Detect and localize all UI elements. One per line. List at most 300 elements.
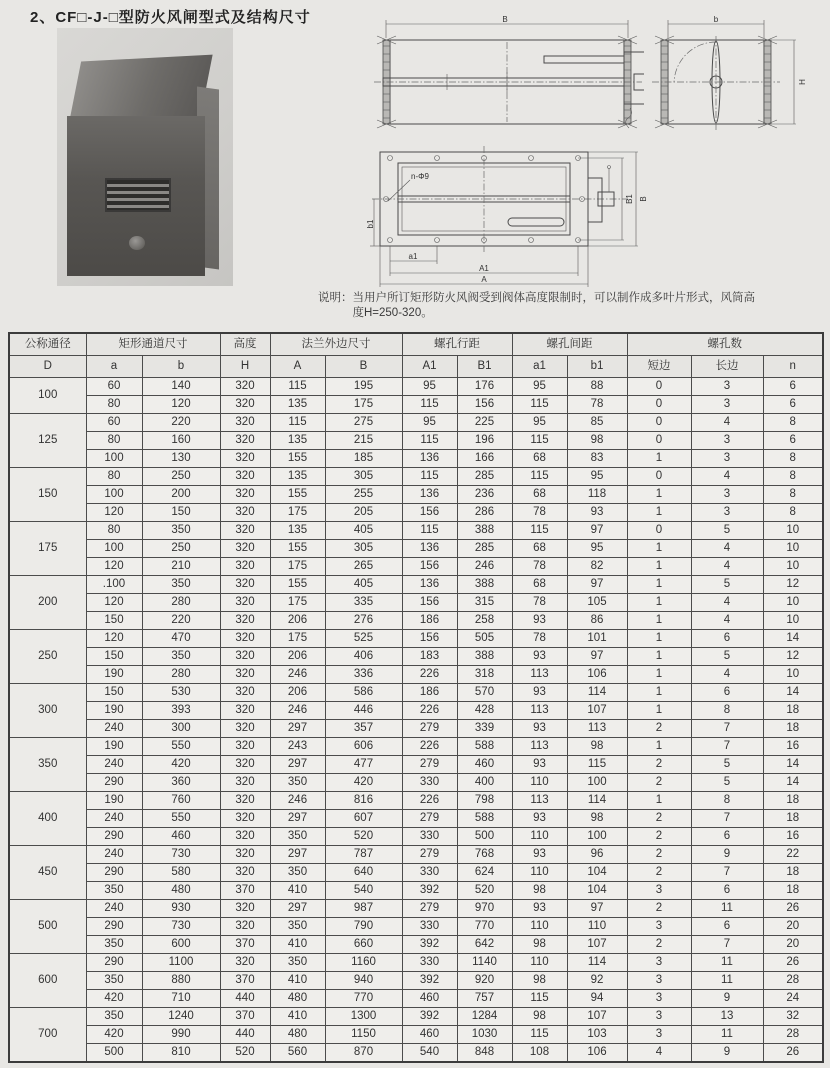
value-cell: 10 — [763, 666, 823, 684]
value-cell: 990 — [142, 1026, 220, 1044]
table-row — [9, 702, 823, 720]
value-cell: 114 — [567, 792, 627, 810]
value-cell: 98 — [512, 882, 567, 900]
value-cell: 80 — [86, 522, 142, 540]
value-cell: 115 — [512, 990, 567, 1008]
value-cell: 320 — [220, 504, 270, 522]
header-duct-group: 矩形通道尺寸 — [86, 333, 220, 356]
value-cell: 156 — [402, 594, 457, 612]
value-cell: 190 — [86, 702, 142, 720]
value-cell: 570 — [457, 684, 512, 702]
value-cell: 440 — [220, 990, 270, 1008]
value-cell: 410 — [270, 936, 325, 954]
value-cell: 320 — [220, 774, 270, 792]
value-cell: 320 — [220, 486, 270, 504]
value-cell: 600 — [142, 936, 220, 954]
value-cell: 0 — [627, 414, 691, 432]
value-cell: 240 — [86, 720, 142, 738]
diameter-cell: 200 — [9, 576, 86, 630]
value-cell: 320 — [220, 558, 270, 576]
value-cell: 2 — [627, 756, 691, 774]
value-cell: 243 — [270, 738, 325, 756]
value-cell: 1 — [627, 684, 691, 702]
value-cell: 156 — [402, 558, 457, 576]
table-row — [9, 990, 823, 1008]
value-cell: 7 — [691, 720, 763, 738]
value-cell: 186 — [402, 684, 457, 702]
value-cell: 525 — [325, 630, 402, 648]
value-cell: 320 — [220, 810, 270, 828]
value-cell: 330 — [402, 828, 457, 846]
value-cell: 420 — [325, 774, 402, 792]
value-cell: 205 — [325, 504, 402, 522]
value-cell: 330 — [402, 954, 457, 972]
product-photo — [57, 28, 233, 286]
value-cell: 350 — [270, 828, 325, 846]
value-cell: 155 — [270, 576, 325, 594]
value-cell: 500 — [457, 828, 512, 846]
value-cell: 848 — [457, 1044, 512, 1063]
header-holes-group: 螺孔数 — [627, 333, 823, 356]
value-cell: 130 — [142, 450, 220, 468]
note-label: 说明： — [318, 292, 353, 304]
value-cell: 11 — [691, 954, 763, 972]
table-row — [9, 684, 823, 702]
value-cell: 3 — [691, 396, 763, 414]
value-cell: 18 — [763, 792, 823, 810]
value-cell: 114 — [567, 684, 627, 702]
value-cell: 176 — [457, 378, 512, 396]
value-cell: 175 — [270, 504, 325, 522]
value-cell: 107 — [567, 936, 627, 954]
value-cell: 279 — [402, 756, 457, 774]
value-cell: 113 — [512, 738, 567, 756]
header-a: a — [86, 356, 142, 378]
value-cell: 816 — [325, 792, 402, 810]
value-cell: 297 — [270, 720, 325, 738]
value-cell: 350 — [270, 918, 325, 936]
value-cell: 428 — [457, 702, 512, 720]
diameter-cell: 500 — [9, 900, 86, 954]
value-cell: 520 — [325, 828, 402, 846]
value-cell: 320 — [220, 378, 270, 396]
table-row — [9, 720, 823, 738]
value-cell: 200 — [142, 486, 220, 504]
value-cell: 250 — [142, 540, 220, 558]
blade-swing-arc — [674, 42, 716, 82]
value-cell: 97 — [567, 576, 627, 594]
value-cell: 104 — [567, 882, 627, 900]
header-long-side: 长边 — [691, 356, 763, 378]
table-row — [9, 558, 823, 576]
value-cell: 60 — [86, 414, 142, 432]
value-cell: 6 — [763, 396, 823, 414]
value-cell: 787 — [325, 846, 402, 864]
value-cell: 280 — [142, 666, 220, 684]
value-cell: 460 — [142, 828, 220, 846]
value-cell: 94 — [567, 990, 627, 1008]
value-cell: 350 — [270, 774, 325, 792]
value-cell: 560 — [270, 1044, 325, 1063]
value-cell: 115 — [512, 396, 567, 414]
value-cell: 350 — [142, 648, 220, 666]
value-cell: 318 — [457, 666, 512, 684]
value-cell: 113 — [567, 720, 627, 738]
value-cell: 297 — [270, 756, 325, 774]
value-cell: 3 — [691, 378, 763, 396]
diameter-cell: 250 — [9, 630, 86, 684]
value-cell: 336 — [325, 666, 402, 684]
table-row — [9, 1026, 823, 1044]
value-cell: 115 — [402, 432, 457, 450]
value-cell: .100 — [86, 576, 142, 594]
value-cell: 1150 — [325, 1026, 402, 1044]
value-cell: 196 — [457, 432, 512, 450]
value-cell: 370 — [220, 882, 270, 900]
value-cell: 206 — [270, 684, 325, 702]
value-cell: 790 — [325, 918, 402, 936]
value-cell: 0 — [627, 432, 691, 450]
table-row — [9, 576, 823, 594]
value-cell: 10 — [763, 540, 823, 558]
value-cell: 275 — [325, 414, 402, 432]
note-body — [353, 291, 827, 321]
table-row — [9, 594, 823, 612]
value-cell: 330 — [402, 864, 457, 882]
value-cell: 9 — [691, 990, 763, 1008]
value-cell: 1 — [627, 648, 691, 666]
value-cell: 8 — [763, 486, 823, 504]
value-cell: 186 — [402, 612, 457, 630]
table-row — [9, 828, 823, 846]
value-cell: 14 — [763, 684, 823, 702]
value-cell: 6 — [763, 432, 823, 450]
value-cell: 297 — [270, 846, 325, 864]
table-row — [9, 792, 823, 810]
value-cell: 206 — [270, 648, 325, 666]
value-cell: 101 — [567, 630, 627, 648]
value-cell: 357 — [325, 720, 402, 738]
value-cell: 95 — [512, 378, 567, 396]
diameter-cell: 175 — [9, 522, 86, 576]
side-dim-top-label: b — [713, 15, 719, 24]
value-cell: 136 — [402, 486, 457, 504]
value-cell: 11 — [691, 972, 763, 990]
value-cell: 136 — [402, 450, 457, 468]
value-cell: 3 — [691, 504, 763, 522]
value-cell: 3 — [627, 918, 691, 936]
header-h: H — [220, 356, 270, 378]
value-cell: 880 — [142, 972, 220, 990]
table-row — [9, 378, 823, 396]
value-cell: 2 — [627, 720, 691, 738]
value-cell: 505 — [457, 630, 512, 648]
value-cell: 10 — [763, 558, 823, 576]
value-cell: 20 — [763, 936, 823, 954]
value-cell: 12 — [763, 648, 823, 666]
value-cell: 405 — [325, 522, 402, 540]
value-cell: 26 — [763, 954, 823, 972]
value-cell: 3 — [627, 990, 691, 1008]
value-cell: 1 — [627, 594, 691, 612]
table-row — [9, 756, 823, 774]
value-cell: 392 — [402, 882, 457, 900]
value-cell: 120 — [86, 594, 142, 612]
value-cell: 4 — [691, 540, 763, 558]
value-cell: 18 — [763, 864, 823, 882]
value-cell: 8 — [763, 504, 823, 522]
value-cell: 18 — [763, 810, 823, 828]
value-cell: 1 — [627, 666, 691, 684]
diameter-cell: 150 — [9, 468, 86, 522]
value-cell: 190 — [86, 738, 142, 756]
header-A: A — [270, 356, 325, 378]
value-cell: 300 — [142, 720, 220, 738]
value-cell: 160 — [142, 432, 220, 450]
value-cell: 80 — [86, 396, 142, 414]
value-cell: 220 — [142, 414, 220, 432]
value-cell: 4 — [691, 468, 763, 486]
value-cell: 1 — [627, 612, 691, 630]
value-cell: 3 — [691, 486, 763, 504]
value-cell: 265 — [325, 558, 402, 576]
table-row — [9, 864, 823, 882]
value-cell: 156 — [402, 504, 457, 522]
value-cell: 530 — [142, 684, 220, 702]
value-cell: 290 — [86, 864, 142, 882]
value-cell: 136 — [402, 576, 457, 594]
photo-louver-grille — [105, 178, 171, 212]
value-cell: 110 — [512, 954, 567, 972]
value-cell: 0 — [627, 378, 691, 396]
value-cell: 1 — [627, 558, 691, 576]
value-cell: 6 — [691, 918, 763, 936]
value-cell: 350 — [86, 936, 142, 954]
diameter-cell: 700 — [9, 1008, 86, 1063]
value-cell: 93 — [512, 846, 567, 864]
value-cell: 4 — [691, 612, 763, 630]
value-cell: 100 — [567, 828, 627, 846]
value-cell: 78 — [512, 594, 567, 612]
value-cell: 870 — [325, 1044, 402, 1063]
header-b: b — [142, 356, 220, 378]
value-cell: 520 — [220, 1044, 270, 1063]
value-cell: 4 — [691, 558, 763, 576]
value-cell: 5 — [691, 576, 763, 594]
value-cell: 470 — [142, 630, 220, 648]
value-cell: 226 — [402, 666, 457, 684]
value-cell: 110 — [512, 918, 567, 936]
value-cell: 320 — [220, 540, 270, 558]
value-cell: 78 — [512, 558, 567, 576]
value-cell: 320 — [220, 792, 270, 810]
value-cell: 60 — [86, 378, 142, 396]
value-cell: 135 — [270, 522, 325, 540]
plan-dim-a1-label: a1 — [408, 252, 418, 261]
value-cell: 5 — [691, 756, 763, 774]
value-cell: 320 — [220, 954, 270, 972]
value-cell: 255 — [325, 486, 402, 504]
value-cell: 768 — [457, 846, 512, 864]
value-cell: 97 — [567, 648, 627, 666]
value-cell: 98 — [567, 738, 627, 756]
photo-handle-knob — [129, 236, 145, 250]
value-cell: 2 — [627, 810, 691, 828]
header-short-side: 短边 — [627, 356, 691, 378]
value-cell: 410 — [270, 972, 325, 990]
value-cell: 115 — [402, 396, 457, 414]
value-cell: 12 — [763, 576, 823, 594]
value-cell: 3 — [691, 432, 763, 450]
header-height-group: 高度 — [220, 333, 270, 356]
value-cell: 226 — [402, 792, 457, 810]
value-cell: 350 — [142, 576, 220, 594]
value-cell: 279 — [402, 846, 457, 864]
table-row — [9, 414, 823, 432]
table-row — [9, 540, 823, 558]
value-cell: 500 — [86, 1044, 142, 1063]
value-cell: 2 — [627, 846, 691, 864]
header-a1: a1 — [512, 356, 567, 378]
value-cell: 166 — [457, 450, 512, 468]
value-cell: 16 — [763, 828, 823, 846]
value-cell: 2 — [627, 936, 691, 954]
diameter-cell: 300 — [9, 684, 86, 738]
side-view-drawing — [646, 12, 810, 142]
value-cell: 477 — [325, 756, 402, 774]
value-cell: 285 — [457, 468, 512, 486]
value-cell: 588 — [457, 738, 512, 756]
value-cell: 93 — [512, 756, 567, 774]
value-cell: 175 — [325, 396, 402, 414]
value-cell: 7 — [691, 936, 763, 954]
diameter-cell: 350 — [9, 738, 86, 792]
value-cell: 642 — [457, 936, 512, 954]
value-cell: 95 — [402, 414, 457, 432]
value-cell: 115 — [270, 414, 325, 432]
value-cell: 290 — [86, 774, 142, 792]
value-cell: 93 — [512, 720, 567, 738]
value-cell: 320 — [220, 432, 270, 450]
value-cell: 68 — [512, 486, 567, 504]
value-cell: 350 — [86, 1008, 142, 1026]
value-cell: 320 — [220, 450, 270, 468]
value-cell: 106 — [567, 1044, 627, 1063]
value-cell: 1140 — [457, 954, 512, 972]
value-cell: 26 — [763, 900, 823, 918]
plan-dim-A1-label: A1 — [479, 264, 489, 273]
value-cell: 624 — [457, 864, 512, 882]
value-cell: 10 — [763, 594, 823, 612]
value-cell: 220 — [142, 612, 220, 630]
value-cell: 113 — [512, 792, 567, 810]
value-cell: 97 — [567, 522, 627, 540]
plan-view-drawing — [366, 146, 648, 288]
value-cell: 226 — [402, 702, 457, 720]
value-cell: 320 — [220, 702, 270, 720]
value-cell: 114 — [567, 954, 627, 972]
value-cell: 4 — [691, 594, 763, 612]
value-cell: 210 — [142, 558, 220, 576]
value-cell: 6 — [691, 828, 763, 846]
table-row — [9, 666, 823, 684]
value-cell: 710 — [142, 990, 220, 1008]
value-cell: 28 — [763, 1026, 823, 1044]
value-cell: 98 — [567, 810, 627, 828]
value-cell: 28 — [763, 972, 823, 990]
value-cell: 6 — [763, 378, 823, 396]
value-cell: 987 — [325, 900, 402, 918]
value-cell: 240 — [86, 810, 142, 828]
value-cell: 285 — [457, 540, 512, 558]
value-cell: 392 — [402, 936, 457, 954]
value-cell: 1300 — [325, 1008, 402, 1026]
value-cell: 115 — [567, 756, 627, 774]
table-row — [9, 504, 823, 522]
value-cell: 1 — [627, 630, 691, 648]
value-cell: 460 — [402, 1026, 457, 1044]
value-cell: 480 — [142, 882, 220, 900]
value-cell: 640 — [325, 864, 402, 882]
value-cell: 175 — [270, 594, 325, 612]
value-cell: 22 — [763, 846, 823, 864]
table-header — [9, 333, 823, 378]
diameter-cell: 400 — [9, 792, 86, 846]
value-cell: 8 — [763, 414, 823, 432]
value-cell: 80 — [86, 432, 142, 450]
table-row — [9, 900, 823, 918]
value-cell: 305 — [325, 540, 402, 558]
value-cell: 11 — [691, 1026, 763, 1044]
table-row — [9, 936, 823, 954]
value-cell: 156 — [457, 396, 512, 414]
value-cell: 93 — [512, 684, 567, 702]
table-row — [9, 1008, 823, 1026]
value-cell: 7 — [691, 810, 763, 828]
table-row — [9, 648, 823, 666]
value-cell: 78 — [512, 630, 567, 648]
value-cell: 297 — [270, 810, 325, 828]
table-row — [9, 468, 823, 486]
value-cell: 2 — [627, 900, 691, 918]
value-cell: 5 — [691, 648, 763, 666]
value-cell: 6 — [691, 882, 763, 900]
value-cell: 215 — [325, 432, 402, 450]
value-cell: 190 — [86, 666, 142, 684]
value-cell: 388 — [457, 522, 512, 540]
value-cell: 14 — [763, 756, 823, 774]
value-cell: 93 — [567, 504, 627, 522]
value-cell: 100 — [86, 450, 142, 468]
value-cell: 279 — [402, 810, 457, 828]
value-cell: 1 — [627, 486, 691, 504]
plan-dim-A-label: A — [481, 275, 487, 284]
value-cell: 98 — [512, 1008, 567, 1026]
value-cell: 1240 — [142, 1008, 220, 1026]
value-cell: 580 — [142, 864, 220, 882]
value-cell: 82 — [567, 558, 627, 576]
value-cell: 406 — [325, 648, 402, 666]
value-cell: 290 — [86, 954, 142, 972]
dimensions-table — [8, 332, 824, 1063]
value-cell: 155 — [270, 486, 325, 504]
header-d: D — [9, 356, 86, 378]
value-cell: 606 — [325, 738, 402, 756]
value-cell: 105 — [567, 594, 627, 612]
value-cell: 120 — [86, 504, 142, 522]
value-cell: 118 — [567, 486, 627, 504]
value-cell: 175 — [270, 558, 325, 576]
